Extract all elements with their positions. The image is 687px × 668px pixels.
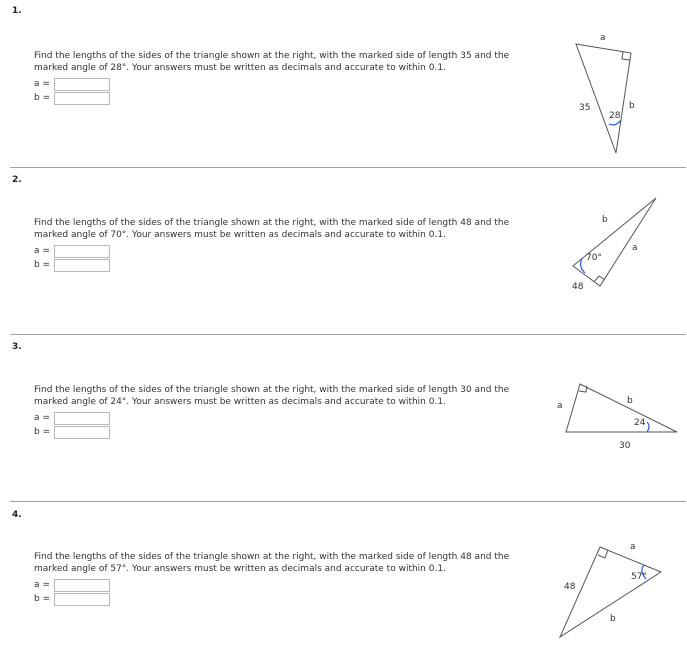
- triangle-figure: [565, 25, 645, 160]
- label-angle: 28: [609, 111, 621, 121]
- triangle-shape: [573, 198, 656, 286]
- angle-arc: [647, 422, 649, 432]
- label-a: a: [557, 401, 563, 411]
- label-b: b: [627, 396, 633, 406]
- answer-label-a: a =: [34, 580, 50, 590]
- label-angle: 24: [634, 418, 646, 428]
- answer-input-b[interactable]: [54, 259, 110, 272]
- answer-input-a[interactable]: [54, 579, 110, 592]
- problem-2: [0, 167, 687, 334]
- label-angle: 57°: [631, 572, 647, 582]
- right-angle-marker: [598, 550, 608, 558]
- problem-1: [0, 0, 687, 167]
- problem-text: Find the lengths of the sides of the triangle shown at the right, with the marked side of length 35 and the marked angle of 28°. Your answers must be written as decimals and accurate to within 0.1.: [34, 51, 510, 73]
- answer-label-a: a =: [34, 413, 50, 423]
- label-side: 48: [564, 582, 576, 592]
- answer-label-a: a =: [34, 246, 50, 256]
- problem-text: Find the lengths of the sides of the triangle shown at the right, with the marked side of length 48 and the marked angle of 70°. Your answers must be written as decimals and accurate to within 0.1.: [34, 218, 510, 240]
- answer-label-a: a =: [34, 79, 50, 89]
- label-angle: 70°: [586, 253, 602, 263]
- problem-number: 3.: [12, 342, 22, 352]
- triangle-shape: [576, 44, 631, 153]
- problem-text: Find the lengths of the sides of the triangle shown at the right, with the marked side of length 30 and the marked angle of 24°. Your answers must be written as decimals and accurate to within 0.1.: [34, 385, 510, 407]
- label-a: a: [632, 243, 638, 253]
- triangle-figure: [550, 374, 685, 454]
- label-a: a: [630, 542, 636, 552]
- answer-input-a[interactable]: [54, 78, 110, 91]
- label-side: 48: [572, 282, 584, 292]
- triangle-figure: [555, 539, 675, 644]
- answer-label-b: b =: [34, 260, 51, 270]
- label-a: a: [600, 33, 606, 43]
- label-side: 30: [619, 441, 631, 451]
- problem-3: [0, 334, 687, 501]
- answer-input-b[interactable]: [54, 593, 110, 606]
- answer-input-a[interactable]: [54, 245, 110, 258]
- label-side: 35: [579, 103, 591, 113]
- answer-input-b[interactable]: [54, 426, 110, 439]
- problem-text: Find the lengths of the sides of the triangle shown at the right, with the marked side of length 48 and the marked angle of 57°. Your answers must be written as decimals and accurate to within 0.1.: [34, 552, 510, 574]
- label-b: b: [602, 215, 608, 225]
- problem-number: 4.: [12, 510, 22, 520]
- answer-label-b: b =: [34, 594, 51, 604]
- right-angle-marker: [622, 52, 630, 60]
- label-b: b: [610, 614, 616, 624]
- problem-number: 2.: [12, 175, 22, 185]
- problem-number: 1.: [12, 6, 22, 16]
- triangle-figure: [560, 192, 670, 297]
- answer-input-a[interactable]: [54, 412, 110, 425]
- problem-4: [0, 501, 687, 668]
- answer-label-b: b =: [34, 93, 51, 103]
- answer-input-b[interactable]: [54, 92, 110, 105]
- answer-label-b: b =: [34, 427, 51, 437]
- label-b: b: [629, 101, 635, 111]
- angle-arc: [581, 259, 585, 273]
